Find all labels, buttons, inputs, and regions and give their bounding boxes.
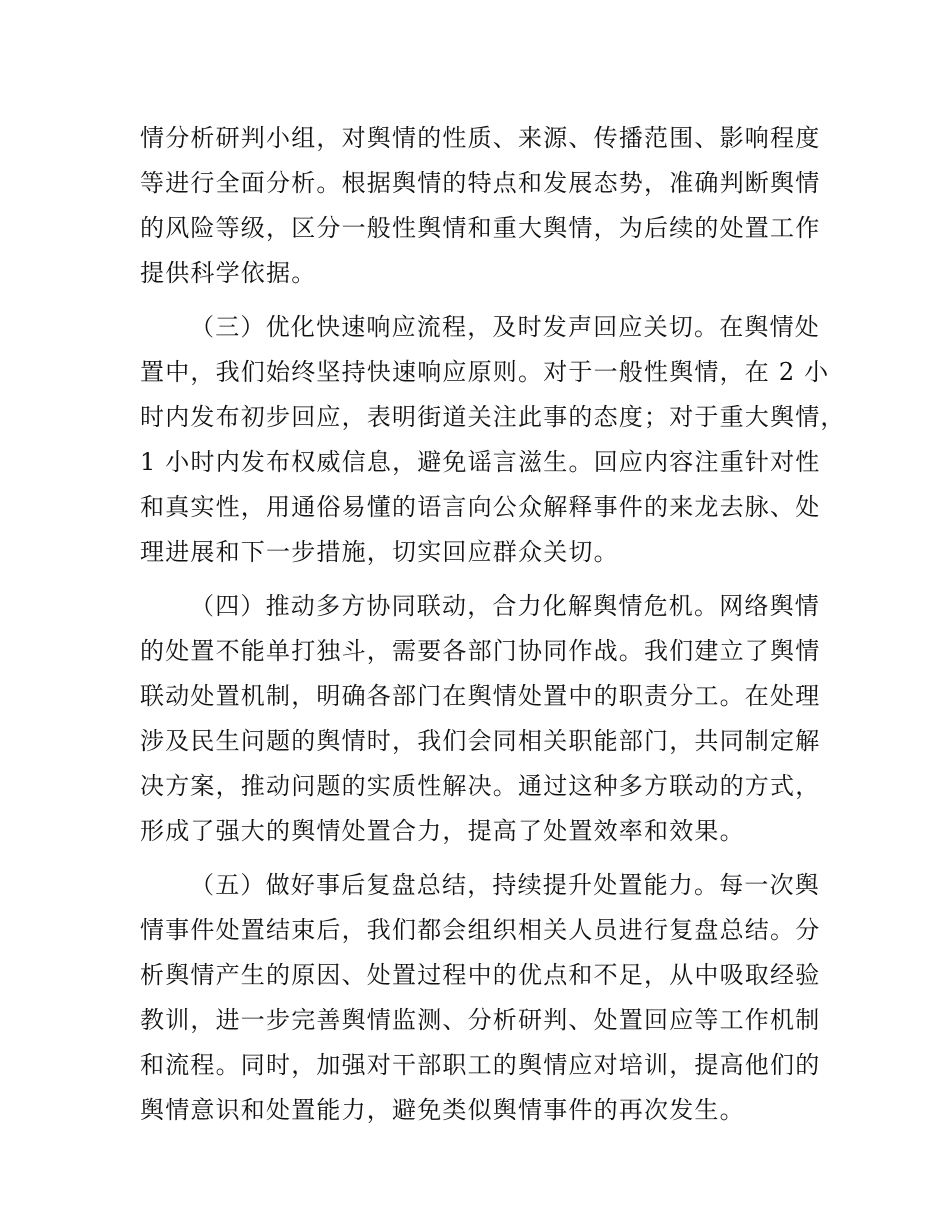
text-line: 决方案，推动问题的实质性解决。通过这种多方联动的方式， bbox=[140, 772, 821, 800]
text-line: 和真实性，用通俗易懂的语言向公众解释事件的来龙去脉、处 bbox=[140, 493, 821, 521]
text-line: 情分析研判小组，对舆情的性质、来源、传播范围、影响程度 bbox=[140, 124, 821, 152]
text-line: 形成了强大的舆情处置合力，提高了处置效率和效果。 bbox=[140, 817, 745, 845]
paragraph-section-3 bbox=[140, 305, 846, 575]
paragraph-section-5 bbox=[140, 863, 821, 1133]
text-line: （三）优化快速响应流程，及时发声回应关切。在舆情处 bbox=[190, 313, 820, 341]
text-line: 和流程。同时，加强对干部职工的舆情应对培训，提高他们的 bbox=[140, 1051, 821, 1079]
text-line: （四）推动多方协同联动，合力化解舆情危机。网络舆情 bbox=[190, 592, 820, 620]
text-line: 析舆情产生的原因、处置过程中的优点和不足，从中吸取经验 bbox=[140, 961, 821, 989]
text-line: 的处置不能单打独斗，需要各部门协同作战。我们建立了舆情 bbox=[140, 637, 821, 665]
text-line: 舆情意识和处置能力，避免类似舆情事件的再次发生。 bbox=[140, 1096, 745, 1124]
text-line: 提供科学依据。 bbox=[140, 259, 317, 287]
paragraph-section-4 bbox=[140, 584, 821, 854]
text-line: 时内发布初步回应，表明街道关注此事的态度；对于重大舆情， bbox=[140, 403, 846, 431]
text-line: 置中，我们始终坚持快速响应原则。对于一般性舆情，在 2 小 bbox=[140, 358, 830, 386]
document-body bbox=[140, 116, 846, 1142]
text-line: 理进展和下一步措施，切实回应群众关切。 bbox=[140, 538, 619, 566]
text-line: 1 小时内发布权威信息，避免谣言滋生。回应内容注重针对性 bbox=[140, 448, 821, 476]
text-line: 涉及民生问题的舆情时，我们会同相关职能部门，共同制定解 bbox=[140, 727, 821, 755]
paragraph-analysis-continued bbox=[140, 116, 821, 296]
text-line: 情事件处置结束后，我们都会组织相关人员进行复盘总结。分 bbox=[140, 916, 821, 944]
text-line: 联动处置机制，明确各部门在舆情处置中的职责分工。在处理 bbox=[140, 682, 821, 710]
text-line: 的风险等级，区分一般性舆情和重大舆情，为后续的处置工作 bbox=[140, 214, 821, 242]
text-line: 等进行全面分析。根据舆情的特点和发展态势，准确判断舆情 bbox=[140, 169, 821, 197]
text-line: （五）做好事后复盘总结，持续提升处置能力。每一次舆 bbox=[190, 871, 820, 899]
text-line: 教训，进一步完善舆情监测、分析研判、处置回应等工作机制 bbox=[140, 1006, 821, 1034]
